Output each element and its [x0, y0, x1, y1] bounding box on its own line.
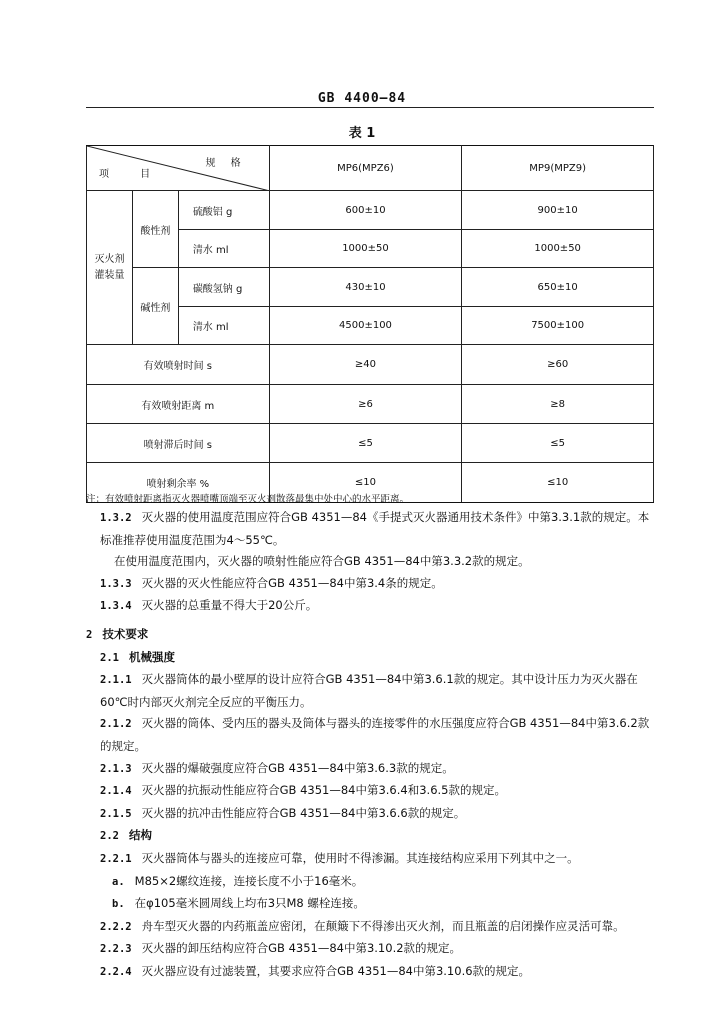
section-2-1-heading [86, 647, 654, 670]
acid-label: 酸性剂 [132, 191, 178, 268]
corner-header-cell [87, 146, 270, 191]
clause-item-a [86, 871, 654, 894]
item-text: 在φ105毫米圆周线上均布3只M8 螺栓连接。 [134, 896, 365, 911]
clause-text: 灭火器应设有过滤装置，其要求应符合GB 4351—84中第3.10.6款的规定。 [141, 963, 531, 978]
col-header-mp6: MP6(MPZ6) [269, 146, 462, 191]
row-value-mp6: 430±10 [269, 268, 462, 307]
clause-text: 灭火器筒体与器头的连接应可靠，使用时不得渗漏。其连接结构应采用下列其中之一。 [141, 850, 579, 865]
row-value-mp9: 900±10 [462, 191, 654, 230]
clause-number: 2.1.2 [100, 718, 132, 731]
clause-2-1-1 [86, 669, 654, 713]
row-label: 清水 ml [178, 230, 269, 268]
spec-table [86, 145, 654, 503]
col-header-mp9: MP9(MPZ9) [462, 146, 654, 191]
item-marker: b. [112, 898, 125, 911]
perf-row-label: 有效喷射距离 m [87, 385, 270, 424]
clause-number: 2.2.3 [100, 943, 132, 956]
row-value-mp6: 1000±50 [269, 230, 462, 268]
clause-text: 舟车型灭火器的内药瓶盖应密闭，在颠簸下不得渗出灭火剂，而且瓶盖的启闭操作应灵活可靠。 [141, 918, 625, 933]
body-text [86, 507, 654, 983]
row-value-mp9: 7500±100 [462, 307, 654, 345]
clause-number: 2.2.1 [100, 852, 132, 865]
clause-number: 2.1.5 [100, 807, 132, 820]
corner-spec-label: 规 格 [205, 158, 247, 169]
clause-text: 在使用温度范围内，灭火器的喷射性能应符合GB 4351—84中第3.3.2款的规定。 [114, 554, 530, 569]
group-label-cell [87, 191, 133, 345]
clause-text: 灭火器的总重量不得大于20公斤。 [141, 598, 318, 613]
section-title: 机械强度 [128, 649, 175, 664]
row-label: 清水 ml [178, 307, 269, 345]
row-value-mp6: 600±10 [269, 191, 462, 230]
corner-item-label: 项 目 [99, 169, 165, 180]
perf-value-mp6: ≤5 [269, 424, 462, 463]
clause-1-3-3 [86, 573, 654, 596]
group-label-line2: 灌装量 [94, 269, 125, 281]
perf-value-mp6: ≤10 [269, 463, 462, 503]
clause-2-1-3 [86, 758, 654, 781]
row-value-mp6: 4500±100 [269, 307, 462, 345]
base-label: 碱性剂 [132, 268, 178, 345]
table-title: 表 1 [348, 126, 376, 141]
perf-value-mp9: ≥8 [462, 385, 654, 424]
clause-2-1-2 [86, 713, 654, 757]
section-number: 2 [86, 628, 93, 641]
row-value-mp9: 1000±50 [462, 230, 654, 268]
clause-2-2-4 [86, 961, 654, 984]
perf-row-label: 喷射剩余率 % [87, 463, 270, 503]
clause-number: 2.1.3 [100, 762, 132, 775]
clause-number: 2.2.2 [100, 920, 132, 933]
section-number: 2.2 [100, 830, 119, 843]
clause-1-3-4 [86, 595, 654, 618]
section-2-heading [86, 624, 654, 647]
row-label: 硫酸铝 g [178, 191, 269, 230]
clause-number: 2.1.4 [100, 785, 132, 798]
clause-text: 灭火器的抗振动性能应符合GB 4351—84中第3.6.4和3.6.5款的规定。 [141, 783, 506, 798]
perf-value-mp9: ≤10 [462, 463, 654, 503]
clause-2-2-3 [86, 938, 654, 961]
perf-row-label: 有效喷射时间 s [87, 345, 270, 385]
row-label: 碳酸氢钠 g [178, 268, 269, 307]
clause-text: 灭火器的卸压结构应符合GB 4351—84中第3.10.2款的规定。 [141, 941, 462, 956]
perf-row-label: 喷射滞后时间 s [87, 424, 270, 463]
clause-1-3-2 [86, 507, 654, 551]
perf-value-mp6: ≥6 [269, 385, 462, 424]
clause-number: 1.3.4 [100, 600, 132, 613]
clause-1-3-2-cont [86, 551, 654, 573]
standard-header: GB 4400—84 [317, 91, 407, 106]
item-marker: a. [112, 875, 125, 888]
perf-value-mp9: ≤5 [462, 424, 654, 463]
group-label-line1: 灭火剂 [94, 253, 125, 265]
clause-item-b [86, 893, 654, 916]
clause-number: 1.3.2 [100, 512, 132, 524]
clause-text: 灭火器的抗冲击性能应符合GB 4351—84中第3.6.6款的规定。 [141, 805, 466, 820]
clause-number: 1.3.3 [100, 577, 132, 590]
section-title: 结构 [128, 828, 152, 843]
clause-2-1-4 [86, 780, 654, 803]
table-note: 注：有效喷射距离指灭火器喷嘴顶端至灭火剂散落最集中处中心的水平距离。 [86, 494, 410, 505]
perf-value-mp6: ≥40 [269, 345, 462, 385]
clause-number: 2.1.1 [100, 674, 132, 687]
clause-text: 灭火器的灭火性能应符合GB 4351—84中第3.4条的规定。 [141, 575, 443, 590]
section-2-2-heading [86, 825, 654, 848]
clause-2-2-2 [86, 916, 654, 939]
item-text: M85×2螺纹连接，连接长度不小于16毫米。 [134, 873, 364, 888]
clause-text: 灭火器的爆破强度应符合GB 4351—84中第3.6.3款的规定。 [141, 760, 454, 775]
perf-value-mp9: ≥60 [462, 345, 654, 385]
header-rule [86, 107, 654, 108]
clause-number: 2.2.4 [100, 965, 132, 978]
clause-text: 灭火器的使用温度范围应符合GB 4351—84《手提式灭火器通用技术条件》中第3.3.1款的规定。本标准推荐使用温度范围为4～55℃。 [100, 510, 650, 547]
section-number: 2.1 [100, 651, 119, 664]
clause-2-1-5 [86, 803, 654, 826]
clause-text: 灭火器筒体的最小壁厚的设计应符合GB 4351—84中第3.6.1款的规定。其中设计压力为灭火器在60℃时内部灭火剂完全反应的平衡压力。 [100, 672, 638, 709]
clause-text: 灭火器的筒体、受内压的器头及筒体与器头的连接零件的水压强度应符合GB 4351—84中第3.6.2款的规定。 [100, 716, 650, 753]
row-value-mp9: 650±10 [462, 268, 654, 307]
clause-2-2-1 [86, 848, 654, 871]
section-title: 技术要求 [102, 626, 149, 641]
